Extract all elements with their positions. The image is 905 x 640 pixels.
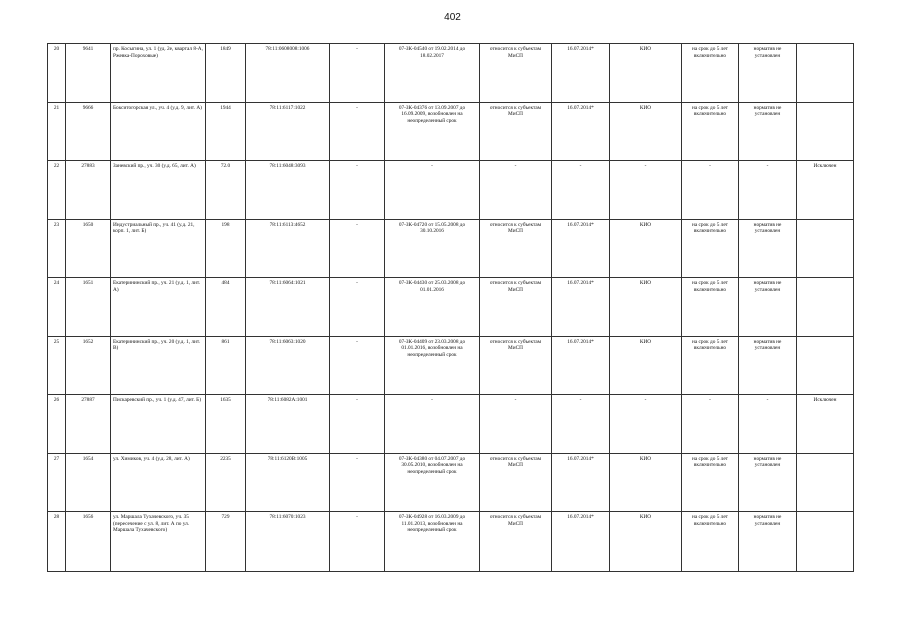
cell-area: 729 (206, 512, 246, 572)
cell-standard: - (739, 161, 797, 220)
cell-remark (797, 336, 854, 395)
cell-remark (797, 44, 854, 103)
cell-authority: - (610, 161, 682, 220)
cell-decision-date: 16.07.2014* (552, 512, 610, 572)
cell-decision-date: 16.07.2014* (552, 453, 610, 512)
cell-lease-term: на срок до 5 лет включительно (682, 453, 739, 512)
cell-lease-term: на срок до 5 лет включительно (682, 219, 739, 278)
cell-cadastral-number: 78:11:6120В:1005 (246, 453, 330, 512)
cell-msp-status: - (480, 161, 552, 220)
cell-row-number: 25 (48, 336, 66, 395)
cell-lease-contract: 07-ЗК-04720 от 15.05.2008 до 30.10.2016 (385, 219, 480, 278)
cell-authority: КИО (610, 453, 682, 512)
cell-authority: КИО (610, 336, 682, 395)
cell-msp-status: относится к субъектам МиСП (480, 102, 552, 161)
table-row (48, 278, 854, 337)
cell-object-id: 27887 (66, 395, 111, 454)
page-number: 402 (444, 12, 461, 23)
cell-area: 2235 (206, 453, 246, 512)
cell-decision-date: 16.07.2014* (552, 219, 610, 278)
table-row (48, 453, 854, 512)
cell-area: 1635 (206, 395, 246, 454)
table-row (48, 512, 854, 572)
cell-row-number: 22 (48, 161, 66, 220)
cell-note-col: - (330, 395, 385, 454)
cell-msp-status: относится к субъектам МиСП (480, 219, 552, 278)
cell-lease-contract: 07-ЗК-04928 от 16.03.2009 до 11.01.2013, возобновлен на неопределенный срок (385, 512, 480, 572)
cell-note-col: - (330, 278, 385, 337)
cell-object-id: 1651 (66, 278, 111, 337)
cell-remark: Исключен (797, 161, 854, 220)
cell-area: 861 (206, 336, 246, 395)
table-row (48, 395, 854, 454)
cell-row-number: 27 (48, 453, 66, 512)
cell-decision-date: - (552, 161, 610, 220)
cell-msp-status: относится к субъектам МиСП (480, 336, 552, 395)
cell-object-id: 1650 (66, 219, 111, 278)
register-table (47, 43, 854, 572)
cell-standard: норматив не установлен (739, 336, 797, 395)
cell-lease-contract: 07-ЗК-04430 от 25.03.2008 до 01.01.2016 (385, 278, 480, 337)
table-row (48, 161, 854, 220)
cell-note-col: - (330, 453, 385, 512)
cell-lease-contract: 07-ЗК-04409 от 23.03.2008 до 01.01.2016, возобновлен на неопределенный срок (385, 336, 480, 395)
cell-cadastral-number: 78:11:6082А:1001 (246, 395, 330, 454)
cell-area: 1944 (206, 102, 246, 161)
cell-address: Пискаревский пр., уч. 1 (у.д. 47, лит. Б) (111, 395, 206, 454)
cell-cadastral-number: 78:11:6064:1021 (246, 278, 330, 337)
cell-row-number: 28 (48, 512, 66, 572)
cell-decision-date: 16.07.2014* (552, 102, 610, 161)
cell-address: пр. Косыгина, ул. 1 (уд. 2е, квартал 8-А, Ржевка-Пороховые) (111, 44, 206, 103)
cell-lease-term: - (682, 395, 739, 454)
cell-msp-status: относится к субъектам МиСП (480, 512, 552, 572)
cell-standard: норматив не установлен (739, 512, 797, 572)
cell-note-col: - (330, 336, 385, 395)
cell-cadastral-number: 78:11:6048:3093 (246, 161, 330, 220)
cell-msp-status: относится к субъектам МиСП (480, 453, 552, 512)
cell-row-number: 23 (48, 219, 66, 278)
cell-standard: норматив не установлен (739, 278, 797, 337)
cell-lease-term: на срок до 5 лет включительно (682, 336, 739, 395)
cell-area: 72.0 (206, 161, 246, 220)
cell-authority: КИО (610, 44, 682, 103)
cell-standard: норматив не установлен (739, 102, 797, 161)
table-row (48, 336, 854, 395)
cell-lease-contract: 07-ЗК-04376 от 13.09.2007 до 16.09.2009, возобновлен на неопределенный срок (385, 102, 480, 161)
cell-standard: норматив не установлен (739, 219, 797, 278)
cell-note-col: - (330, 102, 385, 161)
cell-remark (797, 219, 854, 278)
cell-authority: КИО (610, 219, 682, 278)
cell-cadastral-number: 78:11:6117:1022 (246, 102, 330, 161)
cell-decision-date: 16.07.2014* (552, 278, 610, 337)
cell-remark (797, 512, 854, 572)
cell-decision-date: - (552, 395, 610, 454)
cell-object-id: 9666 (66, 102, 111, 161)
cell-address: ул. Химиков, уч. 4 (у.д. 28, лит. А) (111, 453, 206, 512)
cell-area: 1849 (206, 44, 246, 103)
cell-remark (797, 453, 854, 512)
cell-standard: норматив не установлен (739, 453, 797, 512)
cell-lease-term: на срок до 5 лет включительно (682, 278, 739, 337)
cell-note-col: - (330, 512, 385, 572)
cell-authority: - (610, 395, 682, 454)
cell-row-number: 21 (48, 102, 66, 161)
table-row (48, 102, 854, 161)
cell-lease-contract: - (385, 161, 480, 220)
cell-cadastral-number: 78:11:0608008:1006 (246, 44, 330, 103)
cell-note-col: - (330, 161, 385, 220)
cell-area: 198 (206, 219, 246, 278)
cell-msp-status: - (480, 395, 552, 454)
cell-lease-term: на срок до 5 лет включительно (682, 512, 739, 572)
cell-authority: КИО (610, 278, 682, 337)
cell-area: 484 (206, 278, 246, 337)
cell-remark: Исключен (797, 395, 854, 454)
cell-decision-date: 16.07.2014* (552, 44, 610, 103)
cell-cadastral-number: 78:11:6063:1020 (246, 336, 330, 395)
cell-lease-contract: - (385, 395, 480, 454)
cell-object-id: 1652 (66, 336, 111, 395)
cell-object-id: 27883 (66, 161, 111, 220)
cell-cadastral-number: 78:11:6070:1023 (246, 512, 330, 572)
cell-remark (797, 278, 854, 337)
cell-address: Индустриальный пр., уч. 41 (у.д. 21, корп. 1, лит. Б) (111, 219, 206, 278)
cell-remark (797, 102, 854, 161)
cell-lease-contract: 07-ЗК-04380 от 04.07.2007 до 30.05.2010, возобновлен на неопределенный срок (385, 453, 480, 512)
cell-object-id: 1654 (66, 453, 111, 512)
cell-address: Заневский пр., уч. 30 (у.д. 65, лит. А) (111, 161, 206, 220)
cell-address: ул. Маршала Тухачевского, уч. 35 (пересечение с ул. 8, лит. А по ул. Маршала Тухачевского) (111, 512, 206, 572)
cell-lease-contract: 07-ЗК-04540 от 19.02.2014 до 18.02.2017 (385, 44, 480, 103)
cell-lease-term: на срок до 5 лет включительно (682, 44, 739, 103)
cell-note-col: - (330, 219, 385, 278)
cell-address: Екатерининский пр., уч. 20 (у.д. 1, лит. В) (111, 336, 206, 395)
cell-standard: - (739, 395, 797, 454)
cell-row-number: 24 (48, 278, 66, 337)
table-row (48, 219, 854, 278)
cell-note-col: - (330, 44, 385, 103)
cell-lease-term: - (682, 161, 739, 220)
cell-decision-date: 16.07.2014* (552, 336, 610, 395)
cell-cadastral-number: 78:11:6113:4652 (246, 219, 330, 278)
cell-authority: КИО (610, 512, 682, 572)
cell-object-id: 9641 (66, 44, 111, 103)
cell-address: Екатерининский пр., уч. 21 (у.д. 1, лит. А) (111, 278, 206, 337)
cell-row-number: 20 (48, 44, 66, 103)
cell-msp-status: относится к субъектам МиСП (480, 44, 552, 103)
cell-authority: КИО (610, 102, 682, 161)
cell-row-number: 26 (48, 395, 66, 454)
cell-lease-term: на срок до 5 лет включительно (682, 102, 739, 161)
cell-address: Бокситогорская ул., уч. 4 (у.д. 9, лит. А) (111, 102, 206, 161)
cell-object-id: 1656 (66, 512, 111, 572)
table-row (48, 44, 854, 103)
cell-msp-status: относится к субъектам МиСП (480, 278, 552, 337)
cell-standard: норматив не установлен (739, 44, 797, 103)
